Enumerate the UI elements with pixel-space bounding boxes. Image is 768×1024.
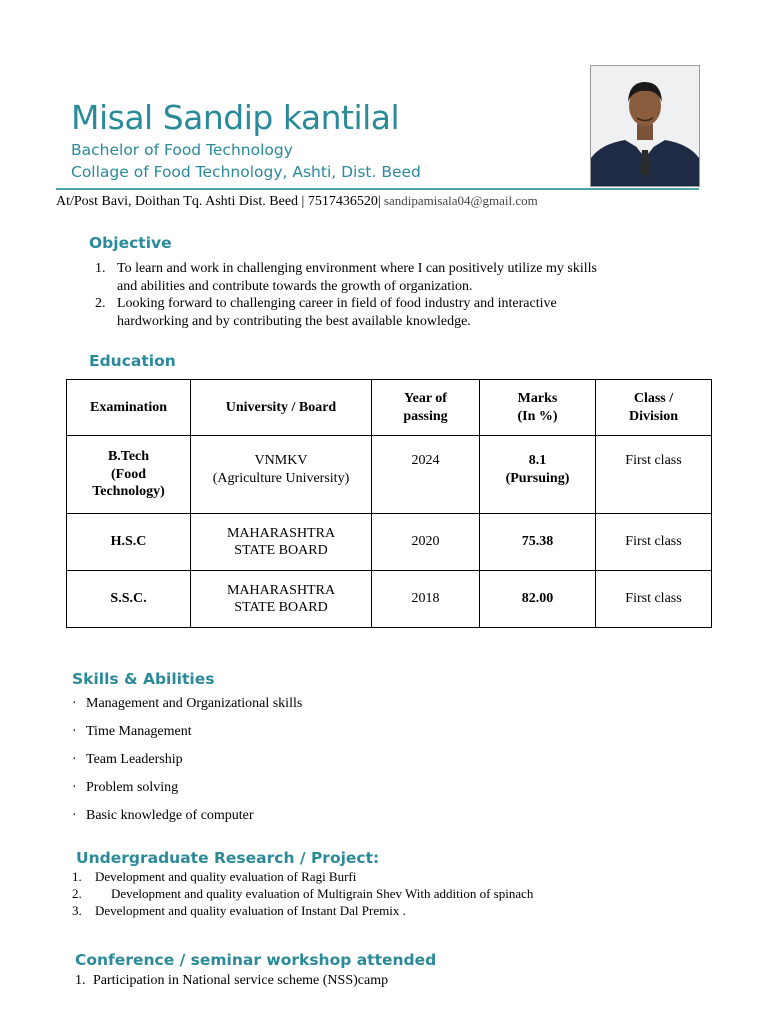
column-header-marks xyxy=(480,380,596,436)
cell-year: 2024 xyxy=(372,436,480,514)
list-number: 2. xyxy=(72,886,82,901)
list-item: and abilities and contribute towards the growth of organization. xyxy=(117,278,473,294)
table-row xyxy=(67,436,712,514)
bullet-icon: · xyxy=(72,724,77,739)
cell-line: Technology) xyxy=(92,484,165,500)
cell-line: (Agriculture University) xyxy=(212,470,350,486)
cell-exam xyxy=(67,436,191,514)
education-heading: Education xyxy=(89,352,176,370)
cell-marks xyxy=(480,436,596,514)
list-number: 1. xyxy=(75,973,86,988)
skill-item xyxy=(72,808,254,824)
education-table xyxy=(66,379,712,628)
profile-photo xyxy=(590,65,700,187)
header-divider xyxy=(56,188,699,190)
skill-label: Problem solving xyxy=(86,780,179,795)
table-header-row xyxy=(67,380,712,436)
skill-item xyxy=(72,752,183,768)
cell-marks: 82.00 xyxy=(480,571,596,628)
cell-exam: S.S.C. xyxy=(67,571,191,628)
list-item: hardworking and by contributing the best available knowledge. xyxy=(117,313,471,329)
cell-line: B.Tech xyxy=(107,449,150,465)
conference-heading: Conference / seminar workshop attended xyxy=(75,951,437,969)
bullet-icon: · xyxy=(72,808,77,823)
address: At/Post Bavi, Doithan Tq. Ashti Dist. Beed | xyxy=(56,194,305,209)
list-item: Development and quality evaluation of Ragi Burfi xyxy=(95,869,357,884)
skill-label: Team Leadership xyxy=(86,752,183,767)
cell-line: MAHARASHTRA xyxy=(226,582,336,598)
research-list xyxy=(0,869,768,929)
skill-item xyxy=(72,724,192,740)
cell-board xyxy=(191,436,372,514)
cell-class: First class xyxy=(596,436,712,514)
skills-heading: Skills & Abilities xyxy=(72,670,215,688)
conference-item xyxy=(75,973,388,989)
bullet-icon: · xyxy=(72,752,77,767)
column-header-class xyxy=(596,380,712,436)
skill-label: Time Management xyxy=(86,724,192,739)
research-heading: Undergraduate Research / Project: xyxy=(76,849,380,867)
header-line: (In %) xyxy=(517,408,558,424)
cell-line: VNMKV xyxy=(254,453,308,468)
candidate-name: Misal Sandip kantilal xyxy=(71,98,400,137)
cell-board xyxy=(191,571,372,628)
cell-year: 2018 xyxy=(372,571,480,628)
header-line: Class / xyxy=(633,391,674,406)
list-item: Development and quality evaluation of Instant Dal Premix . xyxy=(95,903,406,918)
cell-year: 2020 xyxy=(372,514,480,571)
degree-title: Bachelor of Food Technology xyxy=(71,141,293,159)
column-header-year xyxy=(372,380,480,436)
email-address: sandipamisala04@gmail.com xyxy=(380,193,538,208)
cell-class: First class xyxy=(596,514,712,571)
cell-line: MAHARASHTRA xyxy=(226,525,336,541)
objective-heading: Objective xyxy=(89,234,172,252)
table-row xyxy=(67,571,712,628)
cell-class: First class xyxy=(596,571,712,628)
bullet-icon: · xyxy=(72,696,77,711)
list-item: Looking forward to challenging career in field of food industry and interactive xyxy=(117,296,557,311)
person-photo-icon xyxy=(591,66,699,186)
header-line: passing xyxy=(403,408,448,424)
column-header-board: University / Board xyxy=(191,380,372,436)
skill-item xyxy=(72,696,302,712)
list-item: To learn and work in challenging environment where I can positively utilize my skills xyxy=(117,261,597,276)
header-line: Year of xyxy=(404,391,447,406)
list-number: 1. xyxy=(95,261,106,276)
contact-line xyxy=(56,193,538,210)
bullet-icon: · xyxy=(72,780,77,795)
list-number: 2. xyxy=(95,296,106,311)
cell-line: STATE BOARD xyxy=(234,543,328,558)
header-line: Marks xyxy=(517,391,558,406)
list-number: 3. xyxy=(72,903,82,918)
skill-label: Management and Organizational skills xyxy=(86,696,303,711)
column-header-examination: Examination xyxy=(67,380,191,436)
cell-line: (Food xyxy=(111,466,146,482)
cell-line: STATE BOARD xyxy=(234,600,328,615)
cell-marks: 75.38 xyxy=(480,514,596,571)
list-item: Participation in National service scheme (NSS)camp xyxy=(93,973,389,988)
skill-item xyxy=(72,780,178,796)
cell-line: (Pursuing) xyxy=(505,470,570,486)
cell-board xyxy=(191,514,372,571)
cell-exam: H.S.C xyxy=(67,514,191,571)
table-row xyxy=(67,514,712,571)
cell-line: 8.1 xyxy=(528,453,547,468)
list-number: 1. xyxy=(72,869,82,884)
phone-number: 7517436520| xyxy=(307,194,381,209)
college-name: Collage of Food Technology, Ashti, Dist. Beed xyxy=(71,163,421,181)
header-line: Division xyxy=(628,408,678,424)
list-item: Development and quality evaluation of Multigrain Shev With addition of spinach xyxy=(111,886,534,901)
skill-label: Basic knowledge of computer xyxy=(86,808,254,823)
